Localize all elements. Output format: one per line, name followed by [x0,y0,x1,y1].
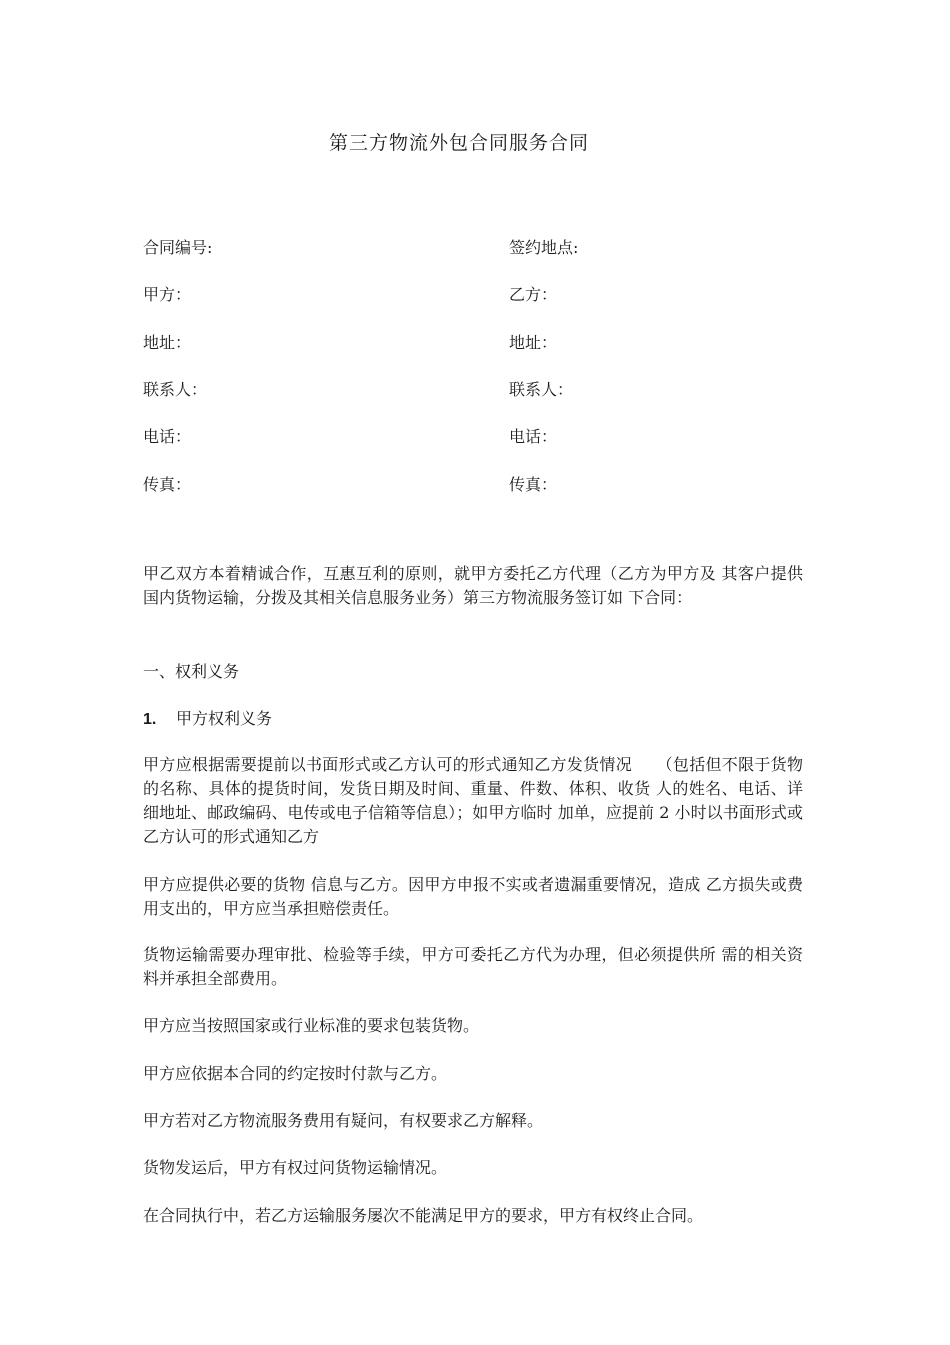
party-a-label: 甲方： [143,285,192,304]
section-heading: 一、权利义务 [143,662,240,681]
party-b-contact-label: 联系人： [509,380,574,399]
clause-paragraph-fees: 甲方若对乙方物流服务费用有疑问，有权要求乙方解释。 [143,1111,544,1130]
party-a-address-label: 地址： [143,333,192,352]
party-b-address-label: 地址： [509,333,558,352]
subsection-number: 1. [143,711,157,728]
subsection-title: 甲方权利义务 [176,709,273,728]
subsection-heading [143,708,272,731]
clause-paragraph-termination: 在合同执行中，若乙方运输服务屡次不能满足甲方的要求，甲方有权终止合同。 [143,1206,704,1225]
document-title: 第三方物流外包合同服务合同 [328,132,589,154]
signing-place-label: 签约地点: [509,238,579,257]
clause-paragraph-notify: 甲方应根据需要提前以书面形式或乙方认可的形式通知乙方发货情况 （包括但不限于货物的名称、具体的提货时间，发货日期及时间、重量、件数、体积、收货 人的姓名、电话、详细地址、邮政编码、电传或电子信箱等信息）；如甲方临时 加单，应提前 2 小时以书面形式或乙方认可的形式通知乙方 [143,755,803,846]
clause-paragraph-payment: 甲方应依据本合同的约定按时付款与乙方。 [143,1064,448,1083]
party-b-phone-label: 电话： [509,427,558,446]
clause-paragraph-tracking: 货物发运后，甲方有权过问货物运输情况。 [143,1158,448,1177]
contract-number-label: 合同编号: [143,238,213,257]
party-b-fax-label: 传真： [509,475,558,494]
clause-paragraph-packaging: 甲方应当按照国家或行业标准的要求包装货物。 [143,1016,480,1035]
party-a-contact-label: 联系人： [143,380,208,399]
intro-paragraph: 甲乙双方本着精诚合作，互惠互利的原则，就甲方委托乙方代理（乙方为甲方及 其客户提供国内货物运输，分拨及其相关信息服务业务）第三方物流服务签订如 下合同： [143,564,803,607]
party-a-fax-label: 传真： [143,475,192,494]
party-a-phone-label: 电话： [143,427,192,446]
clause-paragraph-info: 甲方应提供必要的货物 信息与乙方。因甲方申报不实或者遗漏重要情况，造成 乙方损失或费用支出的，甲方应当承担赔偿责任。 [143,875,803,918]
party-b-label: 乙方： [509,285,558,304]
clause-paragraph-approval: 货物运输需要办理审批、检验等手续，甲方可委托乙方代为办理，但必须提供所 需的相关资料并承担全部费用。 [143,945,803,988]
